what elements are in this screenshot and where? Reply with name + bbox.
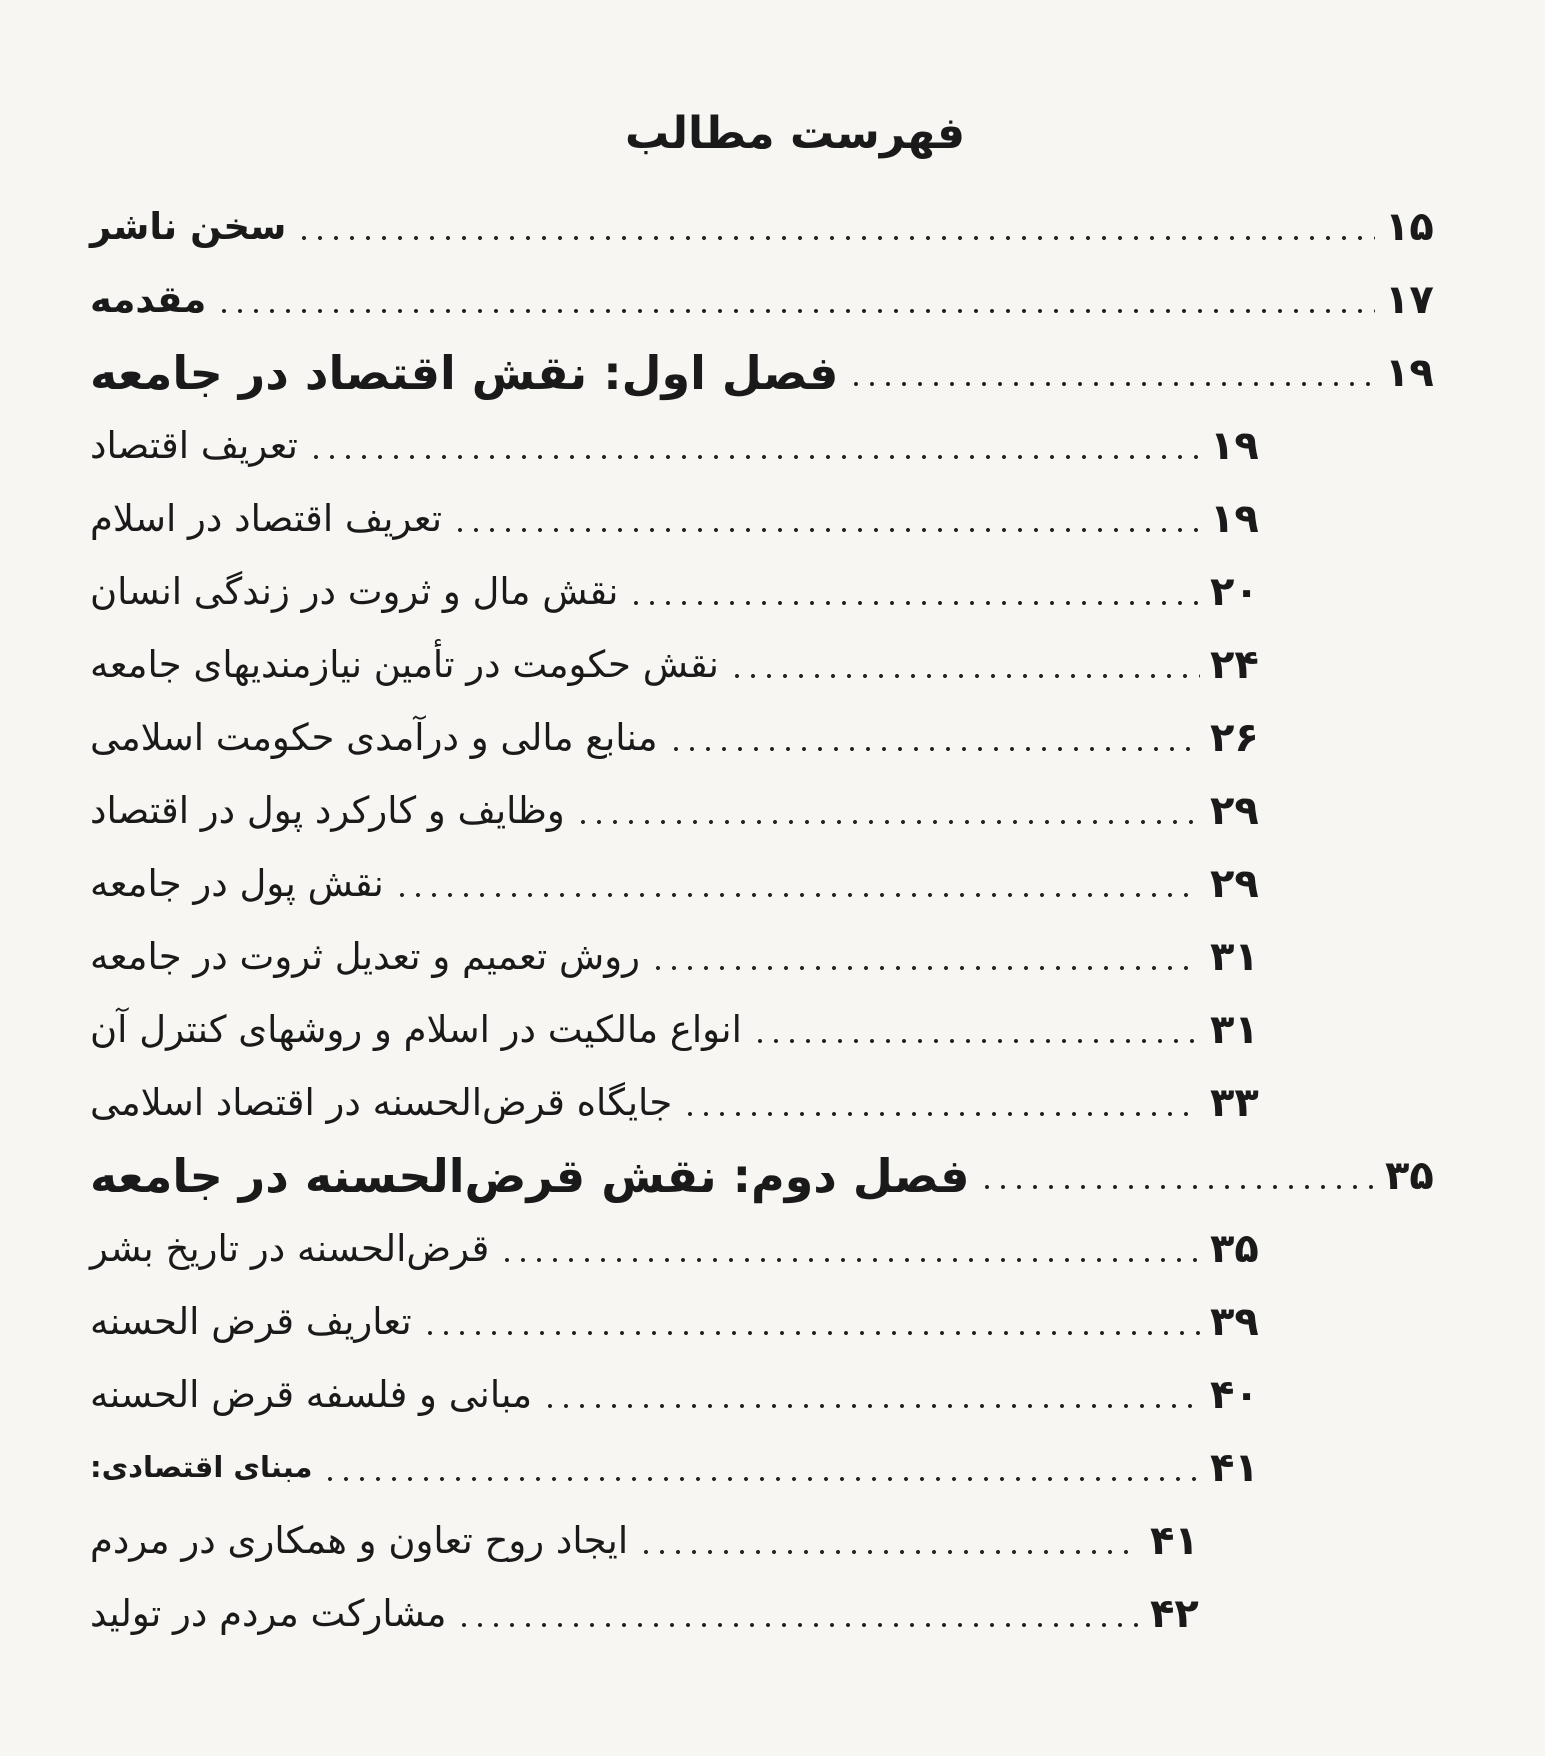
dot-leader bbox=[394, 892, 1200, 898]
toc-page-number: ۲۹ bbox=[1210, 787, 1259, 834]
dot-leader bbox=[752, 1038, 1200, 1044]
dot-leader bbox=[575, 819, 1200, 825]
dot-leader bbox=[979, 1184, 1375, 1190]
toc-entry-11 bbox=[90, 920, 1445, 993]
toc-entry-13 bbox=[90, 1066, 1445, 1139]
toc-entry-label: انواع مالکیت در اسلام و روشهای کنترل آن bbox=[90, 1008, 742, 1051]
toc-entry-12 bbox=[90, 993, 1445, 1066]
toc-page-number: ۲۶ bbox=[1210, 714, 1259, 761]
dot-leader bbox=[452, 527, 1200, 533]
toc-entry-9 bbox=[90, 774, 1445, 847]
toc-entry-14 bbox=[90, 1139, 1445, 1212]
toc-page-number: ۲۴ bbox=[1210, 641, 1259, 688]
toc-page-number: ۱۵ bbox=[1385, 203, 1434, 250]
toc-entry-label: ایجاد روح تعاون و همکاری در مردم bbox=[90, 1519, 629, 1562]
page-title: فهرست مطالب bbox=[624, 108, 966, 159]
toc-page-number: ۳۱ bbox=[1210, 1006, 1259, 1053]
toc-page-number: ۴۱ bbox=[1210, 1444, 1259, 1491]
toc-entry-19 bbox=[90, 1504, 1445, 1577]
toc-page-number: ۳۵ bbox=[1385, 1152, 1434, 1199]
toc-page-number: ۳۹ bbox=[1210, 1298, 1259, 1345]
dot-leader bbox=[296, 235, 1375, 241]
dot-leader bbox=[668, 746, 1200, 752]
dot-leader bbox=[422, 1330, 1200, 1336]
toc-entry-label: مقدمه bbox=[90, 278, 207, 321]
toc-page-number: ۱۹ bbox=[1210, 422, 1259, 469]
toc-page-number: ۳۱ bbox=[1210, 933, 1259, 980]
toc-page-number: ۴۲ bbox=[1150, 1590, 1199, 1637]
toc-entry-label: تعاریف قرض الحسنه bbox=[90, 1300, 412, 1343]
toc-entry-label: نقش پول در جامعه bbox=[90, 862, 384, 905]
toc-page-number: ۳۳ bbox=[1210, 1079, 1259, 1126]
dot-leader bbox=[628, 600, 1200, 606]
toc-entry-label: مبانی و فلسفه قرض الحسنه bbox=[90, 1373, 533, 1416]
toc-entry-2 bbox=[90, 263, 1445, 336]
toc-entry-label: روش تعمیم و تعدیل ثروت در جامعه bbox=[90, 935, 640, 978]
toc-entry-label: سخن ناشر bbox=[90, 205, 287, 248]
dot-leader bbox=[456, 1622, 1140, 1628]
toc-entry-label: نقش حکومت در تأمین نیازمندیهای جامعه bbox=[90, 643, 719, 686]
dot-leader bbox=[729, 673, 1200, 679]
dot-leader bbox=[682, 1111, 1200, 1117]
table-of-contents bbox=[90, 190, 1445, 1650]
toc-entry-7 bbox=[90, 628, 1445, 701]
dot-leader bbox=[216, 308, 1375, 314]
dot-leader bbox=[848, 381, 1375, 387]
toc-entry-label: نقش مال و ثروت در زندگی انسان bbox=[90, 570, 619, 613]
dot-leader bbox=[650, 965, 1200, 971]
toc-page-number: ۳۵ bbox=[1210, 1225, 1259, 1272]
toc-entry-label: تعریف اقتصاد در اسلام bbox=[90, 497, 443, 540]
toc-entry-6 bbox=[90, 555, 1445, 628]
toc-entry-18 bbox=[90, 1431, 1445, 1504]
toc-entry-label: مشارکت مردم در تولید bbox=[90, 1592, 447, 1635]
dot-leader bbox=[542, 1403, 1200, 1409]
toc-page-number: ۴۱ bbox=[1150, 1517, 1199, 1564]
toc-entry-label: قرض‌الحسنه در تاریخ بشر bbox=[90, 1227, 490, 1270]
toc-entry-17 bbox=[90, 1358, 1445, 1431]
toc-entry-20 bbox=[90, 1577, 1445, 1650]
toc-entry-label: وظایف و کارکرد پول در اقتصاد bbox=[90, 789, 565, 832]
toc-entry-8 bbox=[90, 701, 1445, 774]
toc-page-number: ۱۷ bbox=[1385, 276, 1434, 323]
toc-entry-label: فصل اول: نقش اقتصاد در جامعه bbox=[90, 345, 839, 400]
toc-entry-15 bbox=[90, 1212, 1445, 1285]
toc-entry-label: جایگاه قرض‌الحسنه در اقتصاد اسلامی bbox=[90, 1081, 673, 1124]
dot-leader bbox=[638, 1549, 1140, 1555]
toc-entry-16 bbox=[90, 1285, 1445, 1358]
toc-entry-label: مبنای اقتصادی: bbox=[90, 1450, 313, 1484]
toc-page-number: ۲۰ bbox=[1210, 568, 1259, 615]
toc-page-number: ۱۹ bbox=[1385, 349, 1434, 396]
toc-entry-label: تعریف اقتصاد bbox=[90, 424, 298, 467]
dot-leader bbox=[499, 1257, 1200, 1263]
toc-page-number: ۱۹ bbox=[1210, 495, 1259, 542]
dot-leader bbox=[322, 1476, 1200, 1482]
toc-entry-4 bbox=[90, 409, 1445, 482]
toc-page-number: ۴۰ bbox=[1210, 1371, 1259, 1418]
toc-entry-3 bbox=[90, 336, 1445, 409]
toc-page-number: ۲۹ bbox=[1210, 860, 1259, 907]
toc-entry-5 bbox=[90, 482, 1445, 555]
toc-entry-label: منابع مالی و درآمدی حکومت اسلامی bbox=[90, 716, 658, 759]
toc-entry-label: فصل دوم: نقش قرض‌الحسنه در جامعه bbox=[90, 1148, 970, 1203]
toc-entry-1 bbox=[90, 190, 1445, 263]
toc-entry-10 bbox=[90, 847, 1445, 920]
dot-leader bbox=[308, 454, 1200, 460]
